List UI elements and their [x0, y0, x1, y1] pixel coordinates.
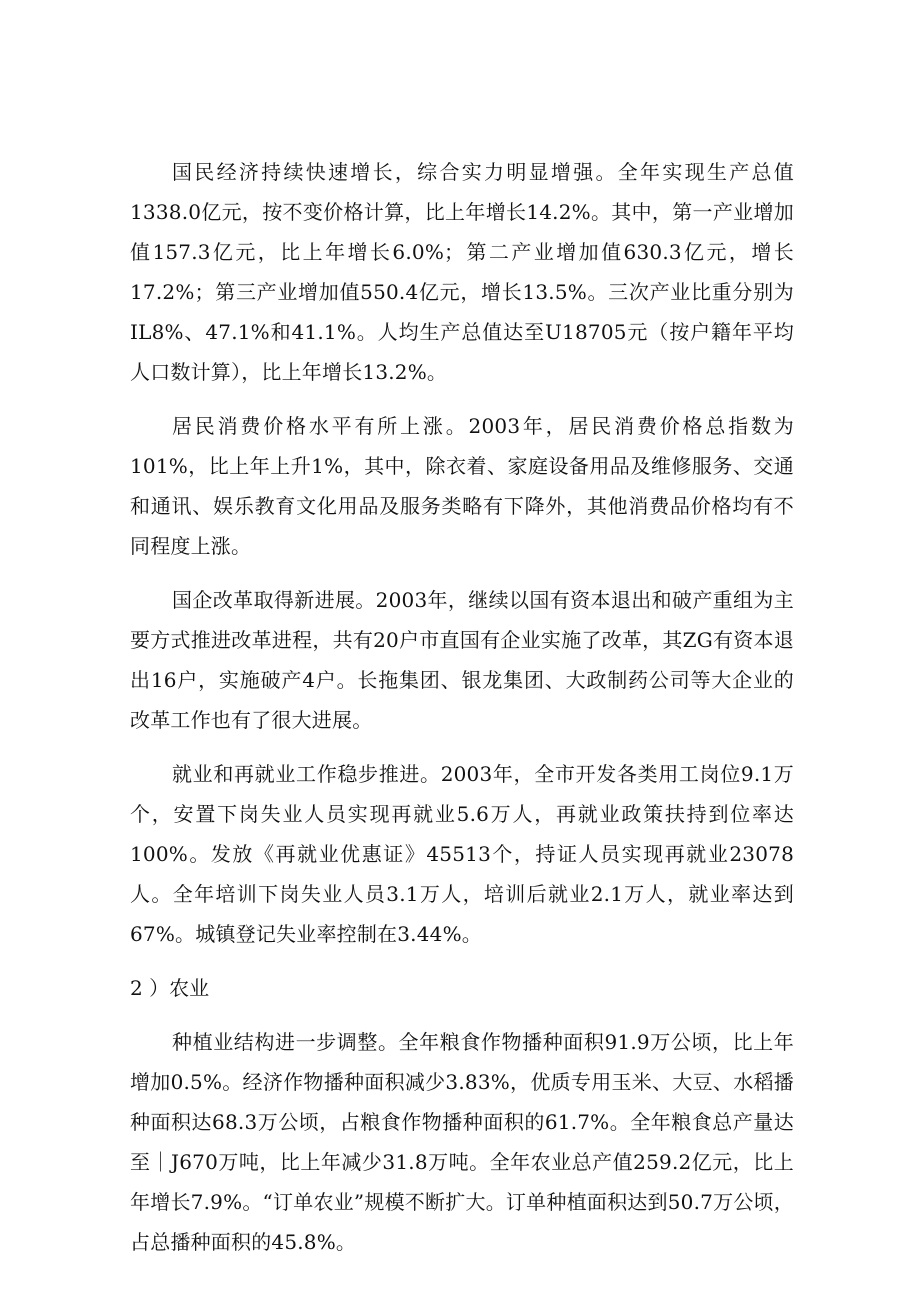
section-heading-agriculture: 2 ）农业 — [130, 976, 210, 1000]
paragraph-consumer-prices: 居民消费价格水平有所上涨。2003年，居民消费价格总指数为101%，比上年上升1%，其中，除衣着、家庭设备用品及维修服务、交通和通讯、娱乐教育文化用品及服务类略有下降外，其他消费品价格均有不同程度上涨。 — [130, 414, 794, 558]
document-body — [130, 152, 794, 1276]
paragraph-agriculture: 种植业结构进一步调整。全年粮食作物播种面积91.9万公顷，比上年增加0.5%。经济作物播种面积减少3.83%，优质专用玉米、大豆、水稻播种面积达68.3万公顷，占粮食作物播种面积的61.7%。全年粮食总产量达至｜J670万吨，比上年减少31.8万吨。全年农业总产值259.2亿元，比上年增长7.9%。“订单农业”规模不断扩大。订单种植面积达到50.7万公顷，占总播种面积的45.8%。 — [130, 1030, 794, 1254]
paragraph-employment: 就业和再就业工作稳步推进。2003年，全市开发各类用工岗位9.1万个，安置下岗失业人员实现再就业5.6万人，再就业政策扶持到位率达100%。发放《再就业优惠证》45513个，持证人员实现再就业23078人。全年培训下岗失业人员3.1万人，培训后就业2.1万人，就业率达到67%。城镇登记失业率控制在3.44%。 — [130, 762, 794, 946]
paragraph-soe-reform: 国企改革取得新进展。2003年，继续以国有资本退出和破产重组为主要方式推进改革进程，共有20户市直国有企业实施了改革，其ZG有资本退出16户，实施破产4户。长拖集团、银龙集团、大政制药公司等大企业的改革工作也有了很大进展。 — [130, 588, 794, 732]
paragraph-economy: 国民经济持续快速增长，综合实力明显增强。全年实现生产总值1338.0亿元，按不变价格计算，比上年增长14.2%。其中，第一产业增加值157.3亿元，比上年增长6.0%；第二产业增加值630.3亿元，增长17.2%；第三产业增加值550.4亿元，增长13.5%。三次产业比重分别为IL8%、47.1%和41.1%。人均生产总值达至U18705元（按户籍年平均人口数计算），比上年增长13.2%。 — [130, 160, 794, 384]
